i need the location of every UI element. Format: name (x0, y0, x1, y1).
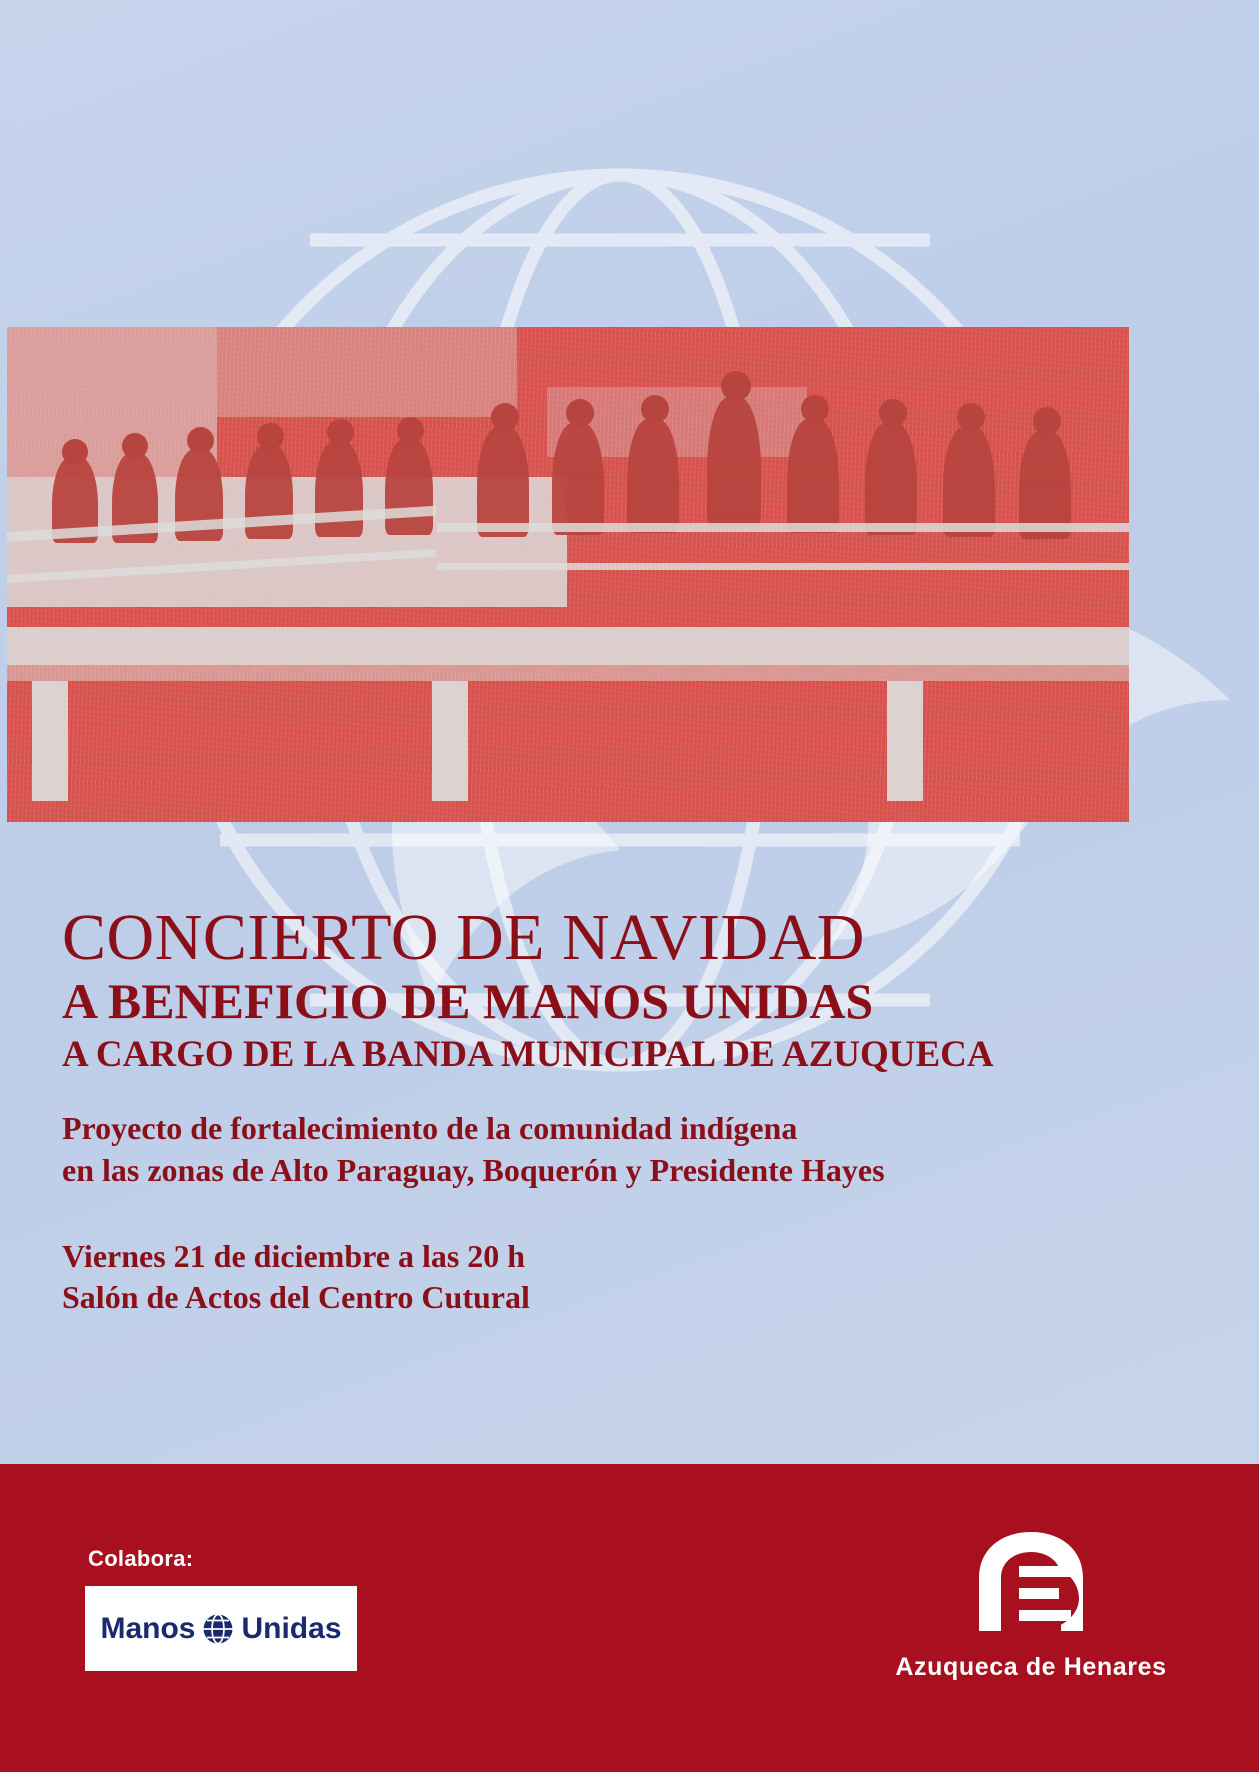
poster-text-block (62, 901, 1202, 1319)
musician-head (1033, 407, 1061, 435)
photo-light-area (217, 327, 517, 417)
musician-head (122, 433, 148, 459)
poster-subtitle-beneficiary: A BENEFICIO DE MANOS UNIDAS (62, 973, 874, 1029)
description-line-2: en las zonas de Alto Paraguay, Boquerón y Presidente Hayes (62, 1151, 885, 1188)
event-venue: Salón de Actos del Centro Cutural (62, 1279, 530, 1316)
poster-subtitle-performer: A CARGO DE LA BANDA MUNICIPAL DE AZUQUECA (62, 1033, 994, 1075)
musician-head (879, 399, 907, 427)
stage-edge-shadow (7, 665, 1129, 681)
musician-figure (627, 419, 679, 533)
musician-head (566, 399, 594, 427)
musician-head (257, 423, 284, 450)
musician-figure (477, 427, 529, 537)
poster-event-details (62, 1236, 1202, 1319)
azuqueca-crest-icon (961, 1526, 1101, 1636)
stage-railing (437, 523, 1129, 532)
manos-unidas-label-2: Unidas (241, 1611, 342, 1645)
city-hall-name: Azuqueca de Henares (895, 1653, 1167, 1681)
stage-edge (7, 627, 1129, 665)
musician-head (721, 371, 751, 401)
musician-head (801, 395, 829, 423)
musician-head (957, 403, 985, 431)
musician-figure (943, 427, 995, 537)
event-date-time: Viernes 21 de diciembre a las 20 h (62, 1237, 526, 1274)
stage-pillar (432, 681, 468, 801)
page-title: CONCIERTO DE NAVIDAD (62, 901, 865, 974)
globe-icon (201, 1612, 235, 1646)
collaborator-label: Colabora: (88, 1546, 194, 1571)
musician-head (62, 439, 88, 465)
musician-head (187, 427, 214, 454)
musician-figure (787, 419, 839, 533)
musician-figure (552, 423, 604, 535)
footer-bar (0, 1464, 1259, 1772)
description-line-1: Proyecto de fortalecimiento de la comunidad indígena (62, 1110, 798, 1147)
musician-head (397, 417, 424, 444)
musician-figure (385, 439, 433, 535)
musician-figure (865, 423, 917, 535)
manos-unidas-label-1: Manos (100, 1611, 196, 1645)
stage-pillar (887, 681, 923, 801)
stage-pillar (32, 681, 68, 801)
musician-head (641, 395, 669, 423)
stage-railing (437, 563, 1129, 570)
poster-description (62, 1108, 1202, 1191)
musician-figure (707, 397, 761, 527)
manos-unidas-logo (85, 1586, 357, 1671)
city-hall-logo (881, 1526, 1181, 1682)
musician-head (327, 419, 354, 446)
musician-head (491, 403, 519, 431)
concert-photo (7, 327, 1129, 822)
